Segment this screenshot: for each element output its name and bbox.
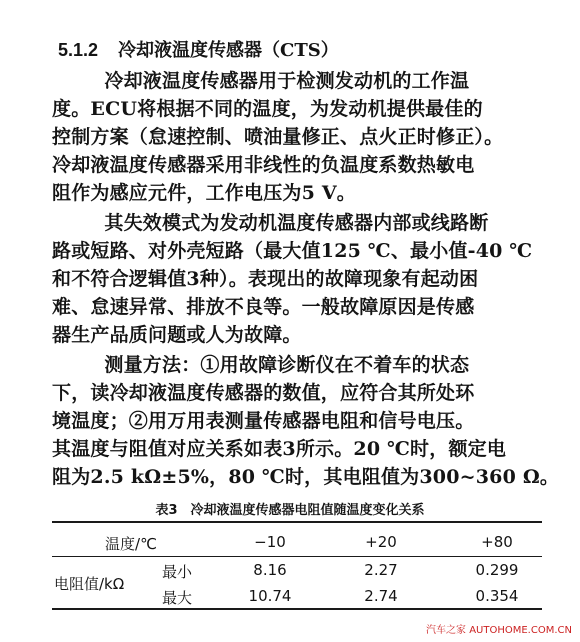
paragraph-line: 下，读冷却液温度传感器的数值，应符合其所处环 bbox=[52, 382, 475, 404]
table-cell: 0.354 bbox=[475, 587, 519, 605]
paragraph-line: 冷却液温度传感器用于检测发动机的工作温 bbox=[66, 70, 470, 92]
paragraph-line: 境温度；②用万用表测量传感器电阻和信号电压。 bbox=[52, 410, 475, 432]
table-cell: 0.299 bbox=[475, 561, 519, 579]
paragraph-line: 度。ECU将根据不同的温度，为发动机提供最佳的 bbox=[52, 98, 483, 120]
paragraph-line: 控制方案（怠速控制、喷油量修正、点火正时修正）。 bbox=[52, 126, 504, 148]
section-number: 5.1.2 bbox=[58, 40, 99, 60]
paragraph-line: 阻作为感应元件，工作电压为5 V。 bbox=[52, 182, 356, 204]
table-row-label: 最大 bbox=[161, 589, 193, 607]
table-header-rule bbox=[52, 556, 542, 557]
table-bottom-rule bbox=[52, 608, 542, 610]
section-heading bbox=[58, 36, 339, 62]
table-row-group-label: 电阻值/kΩ bbox=[54, 575, 125, 593]
table-cell: 8.16 bbox=[253, 561, 287, 579]
table-row-label: 最小 bbox=[161, 563, 193, 581]
paragraph-line: 器生产品质问题或人为故障。 bbox=[52, 324, 302, 346]
paragraph-line: 和不符合逻辑值3种）。表现出的故障现象有起动困 bbox=[52, 268, 479, 290]
section-title: 冷却液温度传感器（CTS） bbox=[118, 40, 339, 61]
paragraph-line: 阻为2.5 kΩ±5%，80 ℃时，其电阻值为300~360 Ω。 bbox=[52, 466, 560, 488]
paragraph-line: 路或短路、对外壳短路（最大值125 ℃、最小值-40 ℃ bbox=[52, 240, 533, 262]
table-header-cell: +20 bbox=[365, 533, 397, 551]
table-caption: 表3 冷却液温度传感器电阻值随温度变化关系 bbox=[155, 503, 425, 518]
table-header-cell: +80 bbox=[481, 533, 513, 551]
paragraph-line: 其失效模式为发动机温度传感器内部或线路断 bbox=[66, 212, 489, 234]
table-cell: 10.74 bbox=[248, 587, 292, 605]
watermark: 汽车之家 AUTOHOME.COM.CN bbox=[426, 625, 572, 636]
table-top-rule bbox=[52, 521, 542, 523]
table-cell: 2.74 bbox=[364, 587, 398, 605]
paragraph-line: 难、怠速异常、排放不良等。一般故障原因是传感 bbox=[52, 296, 475, 318]
table-cell: 2.27 bbox=[364, 561, 398, 579]
paragraph-line: 其温度与阻值对应关系如表3所示。20 ℃时，额定电 bbox=[52, 438, 507, 460]
paragraph-line: 冷却液温度传感器采用非线性的负温度系数热敏电 bbox=[52, 154, 475, 176]
paragraph-line: 测量方法：①用故障诊断仪在不着车的状态 bbox=[66, 354, 470, 376]
table-header-label: 温度/℃ bbox=[105, 535, 157, 553]
table-header-cell: −10 bbox=[254, 533, 286, 551]
